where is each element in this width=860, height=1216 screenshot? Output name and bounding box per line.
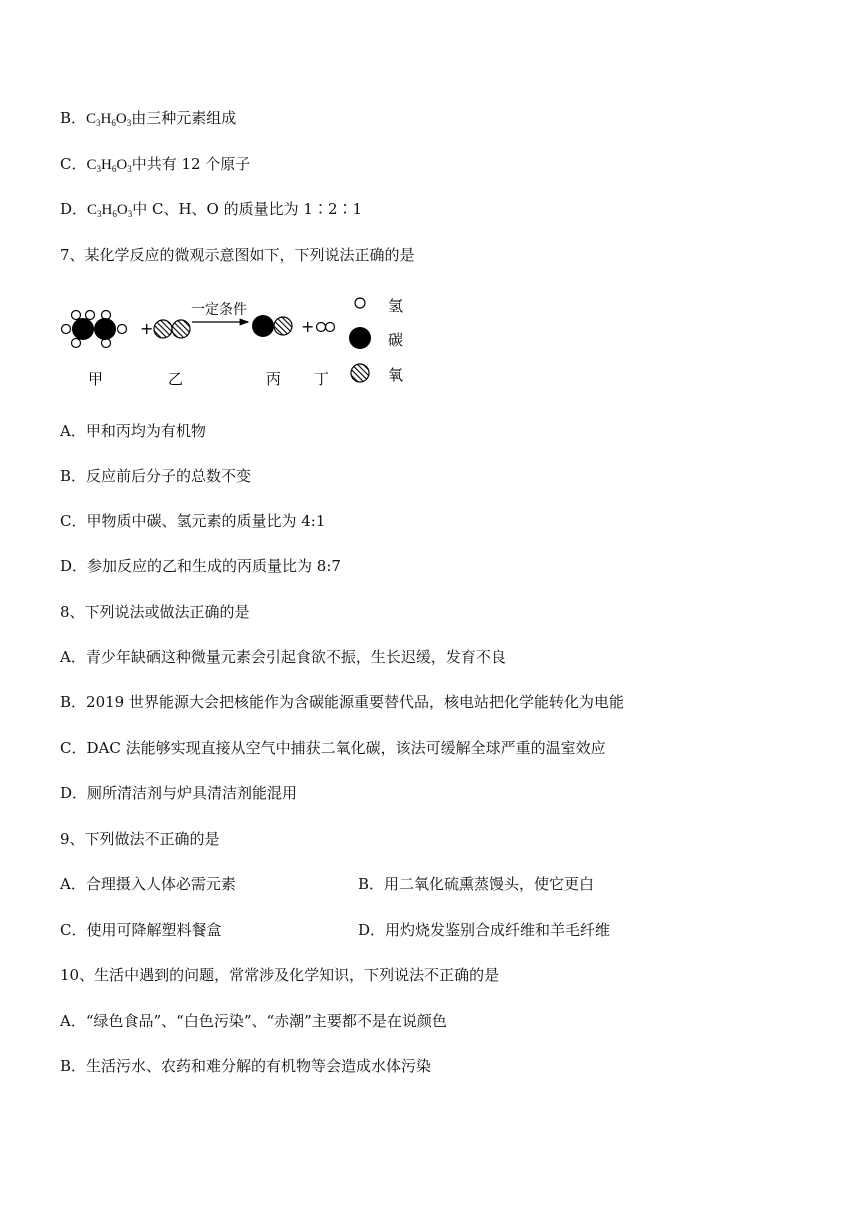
molecule-jia [62,311,127,348]
q9-option-a: A．合理摄入人体必需元素 [60,875,236,893]
label-yi: 乙 [168,370,184,388]
q8-option-b: B．2019 世界能源大会把核能作为含碳能源重要替代品，核电站把化学能转化为电能 [60,693,624,711]
label-bing: 丙 [266,370,282,388]
reaction-condition: 一定条件 [191,302,247,318]
q9-stem: 9、下列做法不正确的是 [60,830,220,848]
diagram-legend [349,297,403,384]
oxygen-atom [154,320,172,338]
hydrogen-atom [326,323,335,332]
carbon-atom [252,315,274,337]
hydrogen-atom [86,311,95,320]
q8-option-a: A．青少年缺硒这种微量元素会引起食欲不振，生长迟缓，发育不良 [60,648,506,666]
q10-option-a: A．“绿色食品”、“白色污染”、“赤潮”主要都不是在说颜色 [60,1012,447,1030]
q7-stem: 7、某化学反应的微观示意图如下，下列说法正确的是 [60,246,415,264]
formula-c3h6o3: $C_3H_6O_3$ [86,111,132,128]
plus-sign: + [140,319,154,338]
carbon-atom [72,318,94,340]
legend-carbon-label: 碳 [388,331,404,349]
q8-stem: 8、下列说法或做法正确的是 [60,603,250,621]
hydrogen-atom [317,323,326,332]
label-jia: 甲 [88,370,104,388]
label-ding: 丁 [314,370,330,388]
q7-option-b: B．反应前后分子的总数不变 [60,467,252,485]
molecule-ding [317,323,335,332]
legend-hydrogen-icon [355,298,365,308]
q9-option-d: D．用灼烧发鉴别合成纤维和羊毛纤维 [358,921,611,939]
reaction-diagram [58,292,418,392]
legend-carbon-icon [349,327,371,349]
q9-option-b: B．用二氧化硫熏蒸馒头，使它更白 [358,875,595,893]
legend-oxygen-icon [351,364,369,382]
q9-option-c: C．使用可降解塑料餐盒 [60,921,222,939]
hydrogen-atom [118,325,127,334]
q7-option-c: C．甲物质中碳、氢元素的质量比为 4:1 [60,512,326,530]
oxygen-atom [274,317,292,335]
hydrogen-atom [62,325,71,334]
q8-option-d: D．厕所清洁剂与炉具清洁剂能混用 [60,784,298,802]
carbon-atom [94,318,116,340]
legend-hydrogen-label: 氢 [388,297,404,315]
molecule-yi [154,320,190,338]
formula-c3h6o3: $C_3H_6O_3$ [86,157,132,174]
legend-oxygen-label: 氧 [388,366,404,384]
q7-option-d: D．参加反应的乙和生成的丙质量比为 8:7 [60,557,341,575]
q10-stem: 10、生活中遇到的问题，常常涉及化学知识，下列说法不正确的是 [60,966,500,984]
molecule-bing [252,315,292,337]
formula-c3h6o3: $C_3H_6O_3$ [87,202,133,219]
plus-sign: + [301,317,315,336]
hydrogen-atom [72,311,81,320]
hydrogen-atom [72,339,81,348]
q7-option-a: A．甲和丙均为有机物 [60,422,206,440]
q10-option-b: B．生活污水、农药和难分解的有机物等会造成水体污染 [60,1057,432,1075]
q8-option-c: C．DAC 法能够实现直接从空气中捕获二氧化碳，该法可缓解全球严重的温室效应 [60,739,606,757]
oxygen-atom [172,320,190,338]
q6-option-b: B．$C_3H_6O_3$由三种元素组成 [60,108,236,133]
q6-option-d: D．$C_3H_6O_3$中 C、H、O 的质量比为 1∶2∶1 [60,199,362,224]
q6-option-c: C．$C_3H_6O_3$中共有 12 个原子 [60,154,250,179]
